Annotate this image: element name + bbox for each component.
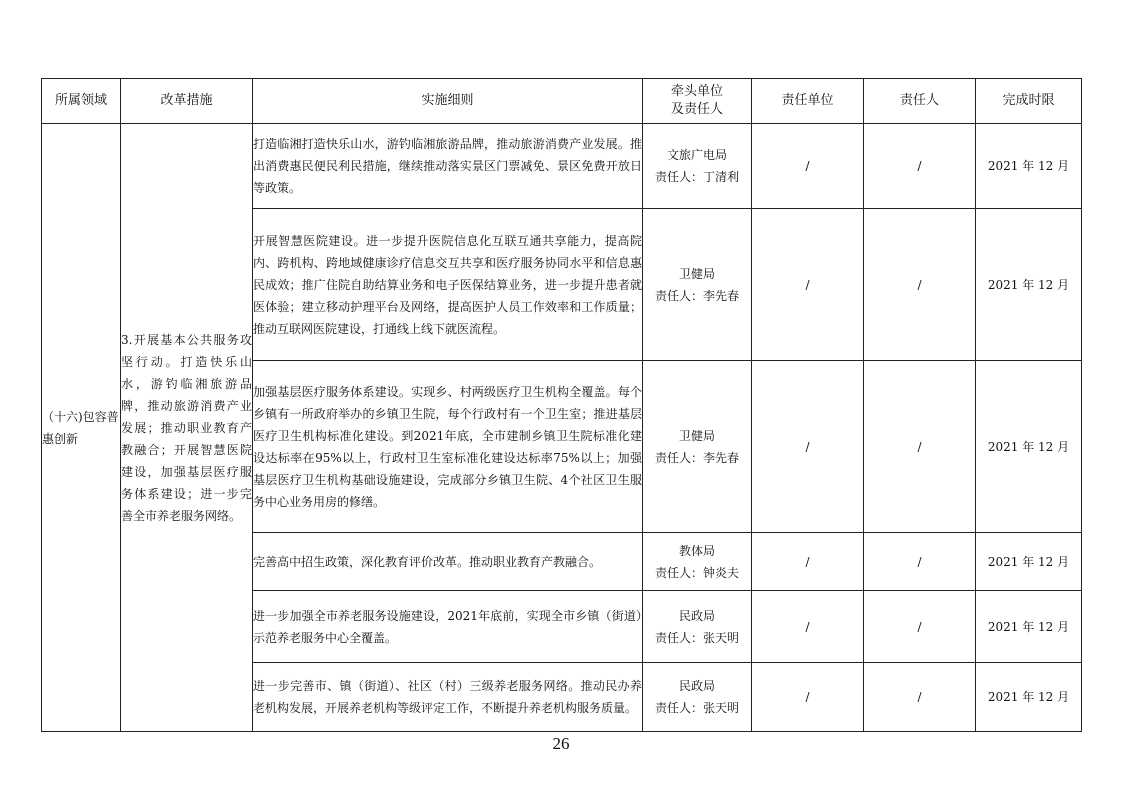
lead-cell bbox=[643, 209, 752, 361]
measure-cell: 3.开展基本公共服务攻坚行动。打造快乐山水，游钓临湘旅游品牌，推动旅游消费产业发展；推动职业教育产教融合；开展智慧医院建设，加强基层医疗服务体系建设；进一步完善全市养老服务网络。 bbox=[121, 124, 253, 732]
detail-cell: 开展智慧医院建设。进一步提升医院信息化互联互通共享能力，提高院内、跨机构、跨地域健康诊疗信息交互共享和医疗服务协同水平和信息惠民成效；推广住院自助结算业务和电子医保结算业务，进一步提升患者就医体验；建立移动护理平台及网络，提高医护人员工作效率和工作质量；推动互联网医院建设，打通线上线下就医流程。 bbox=[253, 209, 643, 361]
resp-person-cell: / bbox=[864, 124, 976, 209]
lead-person: 责任人：钟炎夫 bbox=[654, 565, 739, 580]
lead-unit: 民政局 bbox=[678, 608, 715, 623]
lead-cell bbox=[643, 533, 752, 591]
detail-cell: 进一步加强全市养老服务设施建设，2021年底前，实现全市乡镇（街道）示范养老服务中心全覆盖。 bbox=[253, 591, 643, 663]
resp-unit-cell: / bbox=[752, 361, 864, 533]
header-measure: 改革措施 bbox=[121, 79, 253, 124]
resp-person-cell: / bbox=[864, 663, 976, 732]
area-cell: （十六)包容普惠创新 bbox=[42, 124, 121, 732]
resp-person-cell: / bbox=[864, 361, 976, 533]
resp-person-cell: / bbox=[864, 533, 976, 591]
deadline-cell: 2021 年 12 月 bbox=[976, 663, 1082, 732]
page-number: 26 bbox=[552, 734, 570, 753]
header-lead-unit bbox=[643, 79, 752, 124]
deadline-cell: 2021 年 12 月 bbox=[976, 124, 1082, 209]
lead-cell bbox=[643, 124, 752, 209]
detail-cell: 进一步完善市、镇（街道）、社区（村）三级养老服务网络。推动民办养老机构发展，开展养老机构等级评定工作，不断提升养老机构服务质量。 bbox=[253, 663, 643, 732]
header-lead-line2: 及责任人 bbox=[670, 102, 723, 117]
resp-unit-cell: / bbox=[752, 663, 864, 732]
header-resp-person: 责任人 bbox=[864, 79, 976, 124]
deadline-cell: 2021 年 12 月 bbox=[976, 591, 1082, 663]
deadline-cell: 2021 年 12 月 bbox=[976, 209, 1082, 361]
resp-unit-cell: / bbox=[752, 533, 864, 591]
lead-unit: 文旅广电局 bbox=[666, 148, 727, 162]
lead-person: 责任人：李先春 bbox=[654, 288, 739, 303]
resp-unit-cell: / bbox=[752, 591, 864, 663]
resp-person-cell: / bbox=[864, 591, 976, 663]
header-deadline: 完成时限 bbox=[976, 79, 1082, 124]
lead-cell bbox=[643, 591, 752, 663]
deadline-cell: 2021 年 12 月 bbox=[976, 361, 1082, 533]
lead-person: 责任人：李先春 bbox=[654, 450, 739, 465]
lead-unit: 民政局 bbox=[678, 679, 715, 693]
lead-person: 责任人：张天明 bbox=[654, 701, 739, 715]
resp-unit-cell: / bbox=[752, 209, 864, 361]
lead-cell bbox=[643, 663, 752, 732]
lead-unit: 卫健局 bbox=[678, 428, 715, 443]
lead-person: 责任人：丁清利 bbox=[654, 170, 739, 184]
table-row bbox=[42, 124, 1082, 209]
lead-unit: 教体局 bbox=[678, 543, 715, 558]
header-resp-unit: 责任单位 bbox=[752, 79, 864, 124]
header-lead-line1: 牵头单位 bbox=[670, 84, 723, 99]
header-area: 所属领域 bbox=[42, 79, 121, 124]
lead-cell bbox=[643, 361, 752, 533]
header-detail: 实施细则 bbox=[253, 79, 643, 124]
lead-person: 责任人：张天明 bbox=[654, 630, 739, 645]
detail-cell: 打造临湘打造快乐山水，游钓临湘旅游品牌，推动旅游消费产业发展。推出消费惠民便民利民措施，继续推动落实景区门票减免、景区免费开放日等政策。 bbox=[253, 124, 643, 209]
detail-cell: 完善高中招生政策，深化教育评价改革。推动职业教育产教融合。 bbox=[253, 533, 643, 591]
lead-unit: 卫健局 bbox=[678, 266, 715, 281]
deadline-cell: 2021 年 12 月 bbox=[976, 533, 1082, 591]
detail-cell: 加强基层医疗服务体系建设。实现乡、村两级医疗卫生机构全覆盖。每个乡镇有一所政府举办的乡镇卫生院，每个行政村有一个卫生室；推进基层医疗卫生机构标准化建设。到2021年底，全市建制乡镇卫生院标准化建设达标率在95%以上，行政村卫生室标准化建设达标率75%以上；加强基层医疗卫生机构基础设施建设，完成部分乡镇卫生院、4个社区卫生服务中心业务用房的修缮。 bbox=[253, 361, 643, 533]
header-row bbox=[42, 79, 1082, 124]
reform-measures-table bbox=[41, 78, 1082, 732]
resp-unit-cell: / bbox=[752, 124, 864, 209]
resp-person-cell: / bbox=[864, 209, 976, 361]
